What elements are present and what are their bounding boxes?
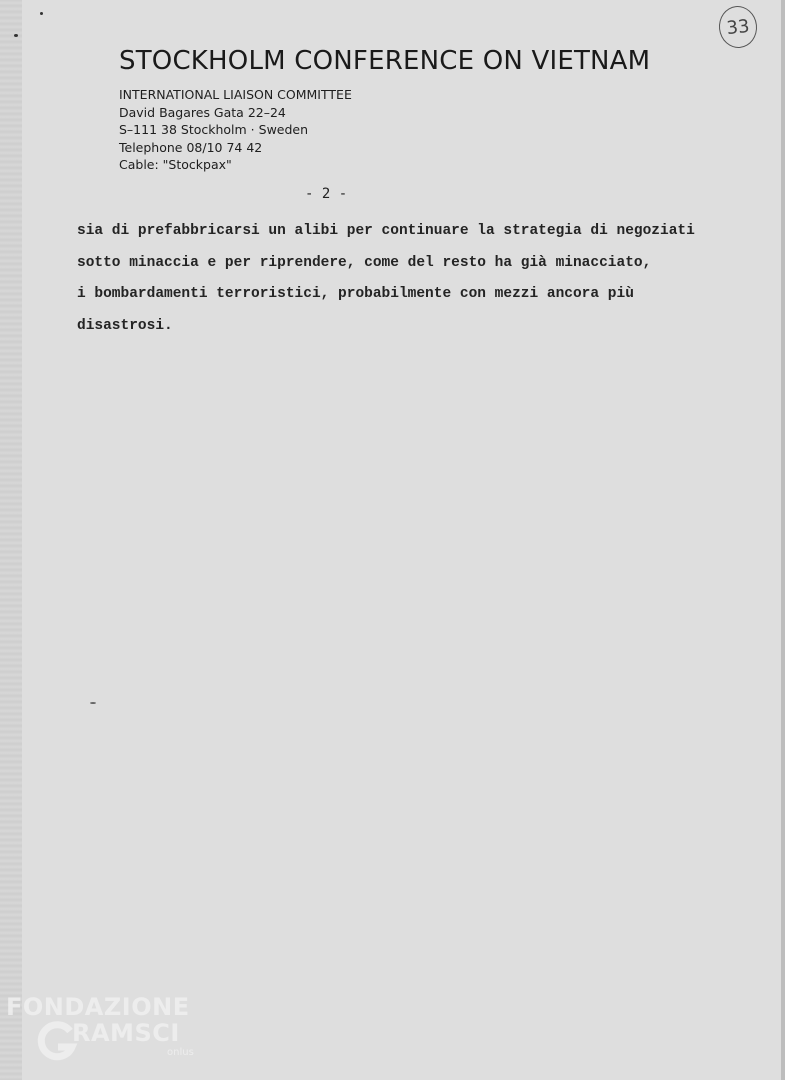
letterhead-telephone: Telephone 08/10 74 42 xyxy=(119,139,263,155)
letterhead-details xyxy=(119,86,352,174)
scan-speck xyxy=(14,34,18,37)
body-line: i bombardamenti terroristici, probabilmente con mezzi ancora più xyxy=(77,286,634,302)
archive-number-stamp: 33 xyxy=(717,4,759,50)
body-line: sotto minaccia e per riprendere, come del resto ha già minacciato, xyxy=(77,254,652,271)
letterhead-address-line1: David Bagares Gata 22–24 xyxy=(119,104,286,120)
body-line: disastrosi. xyxy=(77,317,173,334)
watermark-suffix: onlus xyxy=(167,1047,194,1058)
letterhead-committee: INTERNATIONAL LIAISON COMMITTEE xyxy=(119,87,352,102)
watermark-line2: RAMSCI xyxy=(72,1019,180,1047)
watermark-line1: FONDAZIONE xyxy=(6,993,190,1021)
letterhead-title: STOCKHOLM CONFERENCE ON VIETNAM xyxy=(119,46,651,76)
letterhead-address-line2: S–111 38 Stockholm · Sweden xyxy=(119,122,309,137)
scan-speck xyxy=(90,702,96,704)
body-line: sia di prefabbricarsi un alibi per continuare la strategia di negoziati xyxy=(77,223,695,239)
scan-left-edge xyxy=(0,0,22,1080)
page-number: - 2 - xyxy=(305,186,348,202)
letterhead-cable: Cable: "Stockpax" xyxy=(119,157,232,172)
scan-speck xyxy=(40,12,43,15)
body-paragraph xyxy=(77,216,695,342)
scan-right-edge xyxy=(781,0,785,1080)
archive-watermark xyxy=(6,993,196,1073)
